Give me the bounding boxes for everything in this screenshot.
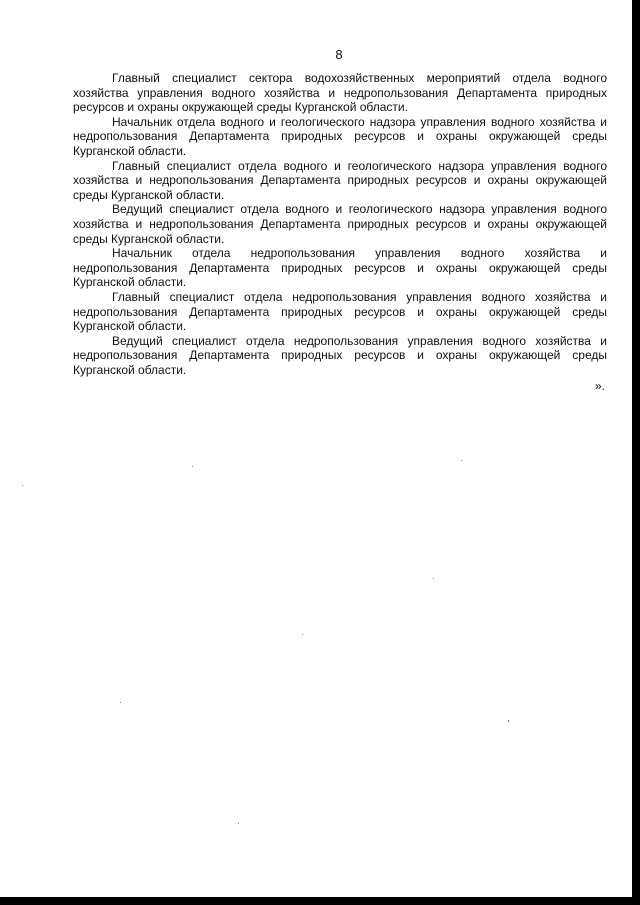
scan-edge-bottom <box>0 897 640 905</box>
paragraph-4: Ведущий специалист отдела водного и геологического надзора управления водного хозяйства и недропользования Департамента природных ресурсов и охраны окружающей среды Курганской области. <box>73 202 607 246</box>
paragraph-2: Начальник отдела водного и геологического надзора управления водного хозяйства и недропользования Департамента природных ресурсов и охраны окружающей среды Курганской области. <box>73 114 607 158</box>
scan-speck <box>22 485 23 486</box>
paragraph-3: Главный специалист отдела водного и геологического надзора управления водного хозяйства и недропользования Департамента природных ресурсов и охраны окружающей среды Курганской области. <box>73 158 607 202</box>
scan-speck <box>238 823 239 824</box>
scan-speck <box>433 578 434 579</box>
page-number: 8 <box>335 47 343 62</box>
scan-speck <box>508 720 509 722</box>
paragraph-5: Начальник отдела недропользования управления водного хозяйства и недропользования Департамента природных ресурсов и охраны окружающей среды Курганской области. <box>73 246 607 290</box>
paragraph-1: Главный специалист сектора водохозяйственных мероприятий отдела водного хозяйства управления водного хозяйства и недропользования Департамента природных ресурсов и охраны окружающей среды Курганской области. <box>73 71 607 115</box>
scan-speck <box>120 702 121 703</box>
scan-speck <box>461 460 462 461</box>
scan-edge-right <box>632 0 640 905</box>
document-body <box>73 71 607 394</box>
scan-speck <box>192 466 193 467</box>
paragraph-6: Главный специалист отдела недропользования управления водного хозяйства и недропользования Департамента природных ресурсов и охраны окружающей среды Курганской области. <box>73 289 607 334</box>
scan-speck <box>302 634 303 635</box>
closing-quote-mark: ». <box>594 379 605 394</box>
paragraph-7: Ведущий специалист отдела недропользования управления водного хозяйства и недропользования Департамента природных ресурсов и охраны окружающей среды Курганской области. <box>73 333 607 377</box>
